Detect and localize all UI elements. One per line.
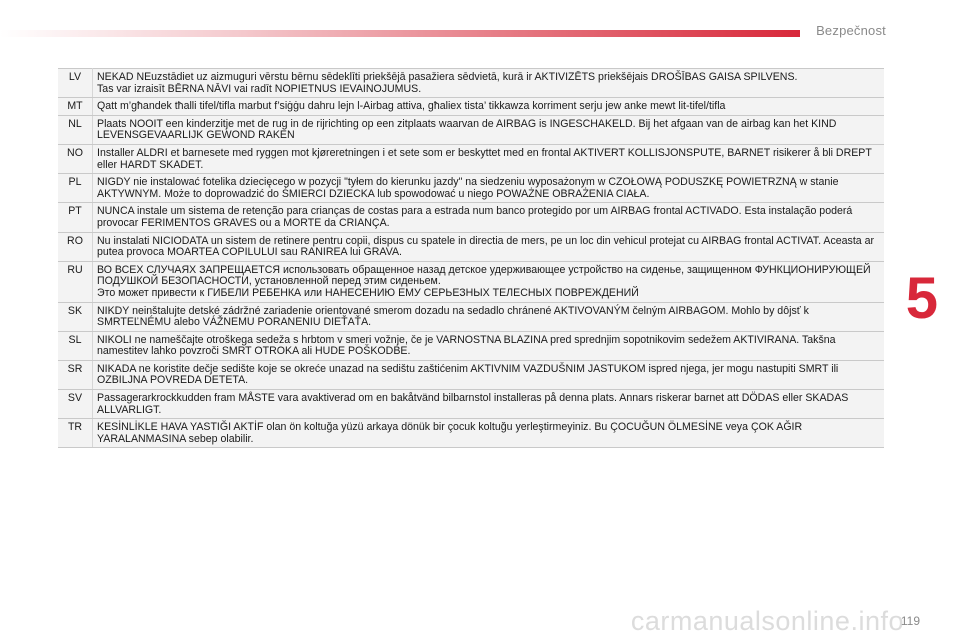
table-row-mt — [58, 98, 884, 116]
table-row-sv — [58, 390, 884, 419]
language-code: RU — [58, 261, 93, 302]
table-row-pt — [58, 203, 884, 232]
warning-text: Nu instalati NICIODATA un sistem de retinere pentru copii, dispus cu spatele in directia de mers, pe un loc din vehicul protejat cu AIRBAG frontal ACTIVAT. Aceasta ar putea provoca MOARTEA COPILULUI sau RANIREA lui GRAVA. — [93, 232, 885, 261]
warning-text: NIKOLI ne nameščajte otroškega sedeža s hrbtom v smeri vožnje, če je VARNOSTNA BLAZINA pred sprednjim sopotnikovim sedežem AKTIVIRANA. Takšna namestitev lahko povzroči SMRT OTROKA ali HUDE POŠKODBE. — [93, 331, 885, 360]
warning-table-body — [58, 69, 884, 448]
table-row-sk — [58, 302, 884, 331]
language-code: SK — [58, 302, 93, 331]
language-code: PT — [58, 203, 93, 232]
table-row-sl — [58, 331, 884, 360]
table-row-ru — [58, 261, 884, 302]
warning-text: NIKDY neinštalujte detské zádržné zariadenie orientované smerom dozadu na sedadlo chránené AKTIVOVANÝM čelným AIRBAGOM. Mohlo by dôjsť k SMRTEĽNÉMU alebo VÁŽNEMU PORANENIU DIEŤAŤA. — [93, 302, 885, 331]
warning-text: ВО ВСЕХ СЛУЧАЯХ ЗАПРЕЩАЕТСЯ использовать обращенное назад детское удерживающее устройство на сиденье, защищенном ФУНКЦИОНИРУЮЩЕЙ ПОДУШКОЙ БЕЗОПАСНОСТИ, установленной перед этим сиденьем. Это может привести к ГИБЕЛИ РЕБЕНКА или НАНЕСЕНИЮ ЕМУ СЕРЬЕЗНЫХ ТЕЛЕСНЫХ ПОВРЕЖДЕНИЙ — [93, 261, 885, 302]
warning-text: NIGDY nie instalować fotelika dziecięcego w pozycji "tyłem do kierunku jazdy" na siedzeniu wyposażonym w CZOŁOWĄ PODUSZKĘ POWIETRZNĄ w stanie AKTYWNYM. Może to doprowadzić do ŚMIERCI DZIECKA lub spowodować u niego POWAŻNE OBRAŻENIA CIAŁA. — [93, 174, 885, 203]
language-code: RO — [58, 232, 93, 261]
watermark: carmanualsonline.info — [630, 606, 904, 636]
chapter-number: 5 — [905, 266, 938, 331]
warning-text: NUNCA instale um sistema de retenção para crianças de costas para a estrada num banco protegido por um AIRBAG frontal ACTIVADO. Esta instalação poderá provocar FERIMENTOS GRAVES ou a MORTE da CRIANÇA. — [93, 203, 885, 232]
language-code: TR — [58, 419, 93, 448]
warning-text: Plaats NOOIT een kinderzitje met de rug in de rijrichting op een zitplaats waarvan de AIRBAG is INGESCHAKELD. Bij het afgaan van de airbag kan het KIND LEVENSGEVAARLIJK GEWOND RAKEN — [93, 115, 885, 144]
language-code: SL — [58, 331, 93, 360]
language-code: LV — [58, 69, 93, 98]
table-row-sr — [58, 360, 884, 389]
page-number: 119 — [900, 614, 920, 628]
warning-text: Passagerarkrockkudden fram MÅSTE vara avaktiverad om en bakåtvänd bilbarnstol installeras på denna plats. Annars riskerar barnet att DÖDAS eller SKADAS ALLVARLIGT. — [93, 390, 885, 419]
language-code: NL — [58, 115, 93, 144]
header-accent-bar — [0, 30, 800, 37]
table-row-nl — [58, 115, 884, 144]
language-code: MT — [58, 98, 93, 116]
section-title: Bezpečnost — [816, 23, 886, 38]
language-code: SR — [58, 360, 93, 389]
warning-text: NIKADA ne koristite dečje sedište koje se okreće unazad na sedištu zaštićenim AKTIVNIM VAZDUŠNIM JASTUKOM ispred njega, jer mogu nastupiti SMRT ili OZBILJNA POVREDA DETETA. — [93, 360, 885, 389]
airbag-warning-table — [58, 68, 884, 448]
language-code: PL — [58, 174, 93, 203]
warning-text: NEKAD NEuzstādiet uz aizmuguri vērstu bērnu sēdeklīti priekšējā pasažiera sēdvietā, kurā ir AKTIVIZĒTS priekšējais DROŠĪBAS GAISA SPILVENS. Tas var izraisīt BĒRNA NĀVI vai radīt NOPIETNUS IEVAINOJUMUS. — [93, 69, 885, 98]
table-row-no — [58, 144, 884, 173]
table-row-pl — [58, 174, 884, 203]
language-code: NO — [58, 144, 93, 173]
warning-text: KESİNLİKLE HAVA YASTIĞI AKTİF olan ön koltuğa yüzü arkaya dönük bir çocuk koltuğu yerleştirmeyiniz. Bu ÇOCUĞUN ÖLMESİNE veya ÇOK AĞIR YARALANMASINA sebep olabilir. — [93, 419, 885, 448]
language-code: SV — [58, 390, 93, 419]
table-row-tr — [58, 419, 884, 448]
warning-text: Qatt m’għandek tħalli tifel/tifla marbut f’siġġu dahru lejn l-Airbag attiva, għaliex tista’ tikkawza korriment serju jew anke mewt lit-tifel/tifla — [93, 98, 885, 116]
warning-text: Installer ALDRI et barnesete med ryggen mot kjøreretningen i et sete som er beskyttet med en frontal AKTIVERT KOLLISJONSPUTE, BARNET risikerer å bli DREPT eller HARDT SKADET. — [93, 144, 885, 173]
table-row-ro — [58, 232, 884, 261]
table-row-lv — [58, 69, 884, 98]
